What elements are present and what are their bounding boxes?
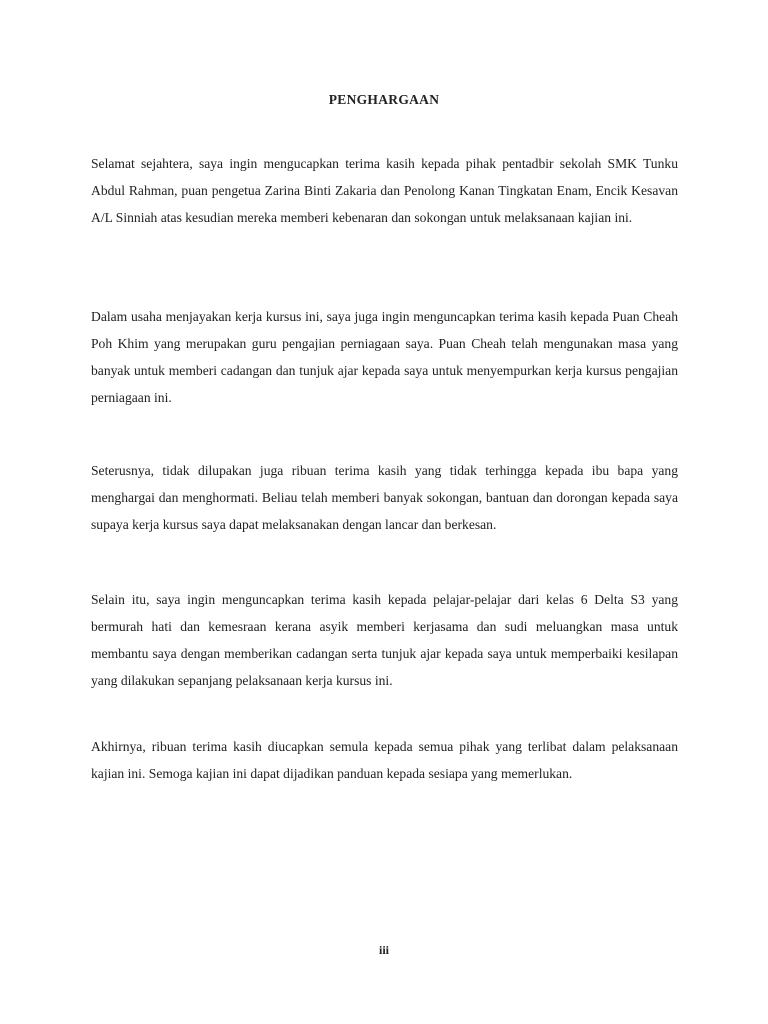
paragraph-acknowledgement-teacher: Dalam usaha menjayakan kerja kursus ini, saya juga ingin menguncapkan terima kasih kepada Puan Cheah Poh Khim yang merupakan guru pengajian perniagaan saya. Puan Cheah telah mengunakan masa yang banyak untuk memberi cadangan dan tunjuk ajar kepada saya untuk menyempurkan kerja kursus pengajian perniagaan ini. [91, 309, 678, 405]
page-number: iii [378, 943, 389, 957]
paragraph-acknowledgement-closing: Akhirnya, ribuan terima kasih diucapkan semula kepada semua pihak yang terlibat dalam pelaksanaan kajian ini. Semoga kajian ini dapat dijadikan panduan kepada sesiapa yang memerlukan. [91, 739, 678, 781]
paragraph-acknowledgement-parents: Seterusnya, tidak dilupakan juga ribuan terima kasih yang tidak terhingga kepada ibu bapa yang menghargai dan menghormati. Beliau telah memberi banyak sokongan, bantuan dan dorongan kepada saya supaya kerja kursus saya dapat melaksanakan dengan lancar dan berkesan. [91, 463, 678, 532]
paragraph-acknowledgement-school: Selamat sejahtera, saya ingin mengucapkan terima kasih kepada pihak pentadbir sekolah SMK Tunku Abdul Rahman, puan pengetua Zarina Binti Zakaria dan Penolong Kanan Tingkatan Enam, Encik Kesavan A/L Sinniah atas kesudian mereka memberi kebenaran dan sokongan untuk melaksanaan kajian ini. [91, 156, 678, 225]
page-title: PENGHARGAAN [328, 92, 440, 107]
paragraph-acknowledgement-classmates: Selain itu, saya ingin menguncapkan terima kasih kepada pelajar-pelajar dari kelas 6 Delta S3 yang bermurah hati dan kemesraan kerana asyik memberi kerjasama dan sudi meluangkan masa untuk membantu saya dengan memberikan cadangan serta tunjuk ajar kepada saya untuk memperbaiki kesilapan yang dilakukan sepanjang pelaksanaan kerja kursus ini. [91, 592, 678, 688]
